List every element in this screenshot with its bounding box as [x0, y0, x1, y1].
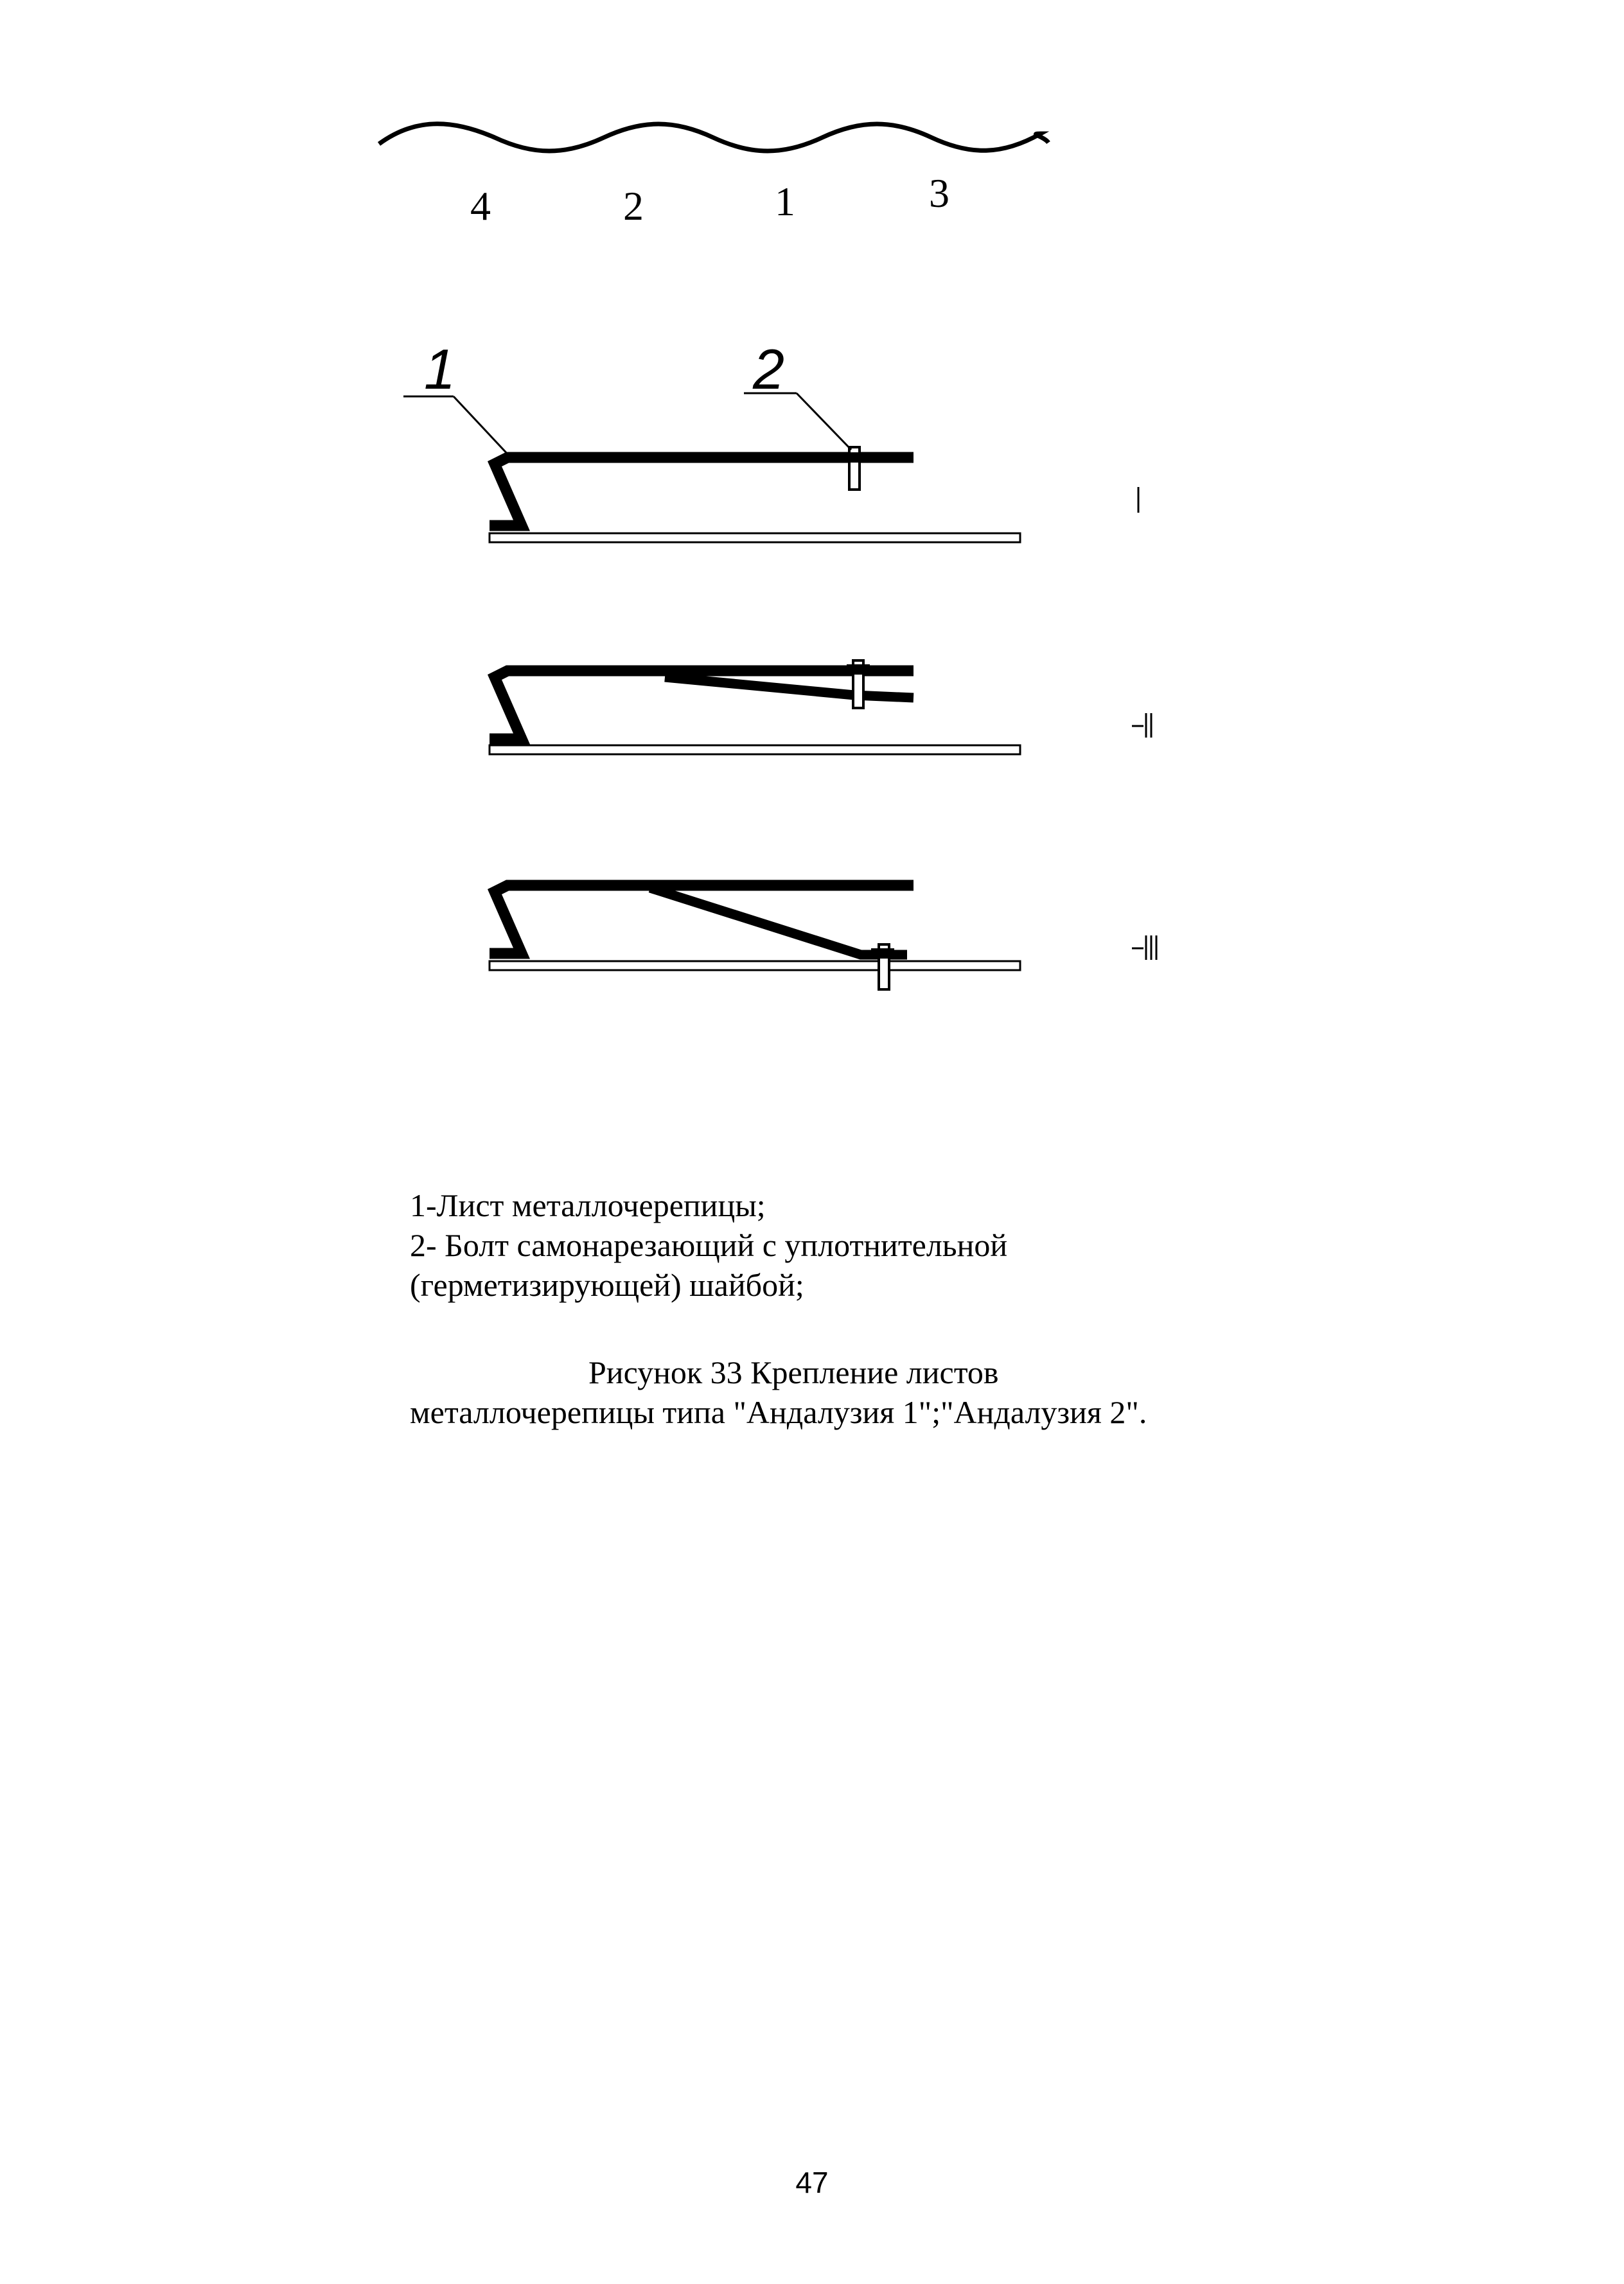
- support-batten: [490, 745, 1020, 754]
- tile-sheet-overlap: [650, 888, 907, 955]
- tile-sheet-step: [490, 885, 914, 953]
- leader-label-2: 2: [753, 337, 784, 401]
- profile-label-2: 2: [623, 183, 644, 229]
- leader-label-1: 1: [424, 337, 455, 401]
- variant-3-drawing: [490, 885, 1156, 989]
- figure-caption: [410, 1352, 1264, 1432]
- legend-item-bolt-line1: 2- Болт самонарезающий с уплотнительной: [410, 1227, 1008, 1263]
- support-batten: [490, 961, 1020, 970]
- legend-item-sheet: 1-Лист металлочерепицы;: [410, 1187, 766, 1223]
- page-number: 47: [795, 2166, 829, 2199]
- leader-line-1-diagonal: [454, 396, 511, 457]
- leader-line-2-diagonal: [797, 393, 851, 450]
- profile-label-3: 3: [929, 170, 949, 216]
- legend-item-bolt-line2: (герметизирующей) шайбой;: [410, 1267, 804, 1303]
- legend: [410, 1185, 1007, 1305]
- support-batten: [490, 533, 1020, 542]
- tile-profile: [379, 124, 1048, 229]
- variant-2-drawing: [490, 660, 1151, 754]
- caption-line-1: Рисунок 33 Крепление листов: [588, 1354, 999, 1390]
- caption-line-2: металлочерепицы типа "Андалузия 1";"Андалузия 2".: [410, 1394, 1147, 1430]
- profile-label-4: 4: [470, 183, 491, 229]
- bolt-washer: [847, 664, 870, 675]
- variant-1-drawing: [403, 337, 1138, 542]
- bolt-washer: [871, 948, 894, 959]
- bolt-washer: [843, 452, 866, 463]
- tile-sheet-overlap: [665, 677, 914, 698]
- profile-wave-line: [379, 124, 1048, 151]
- profile-label-1: 1: [775, 179, 795, 224]
